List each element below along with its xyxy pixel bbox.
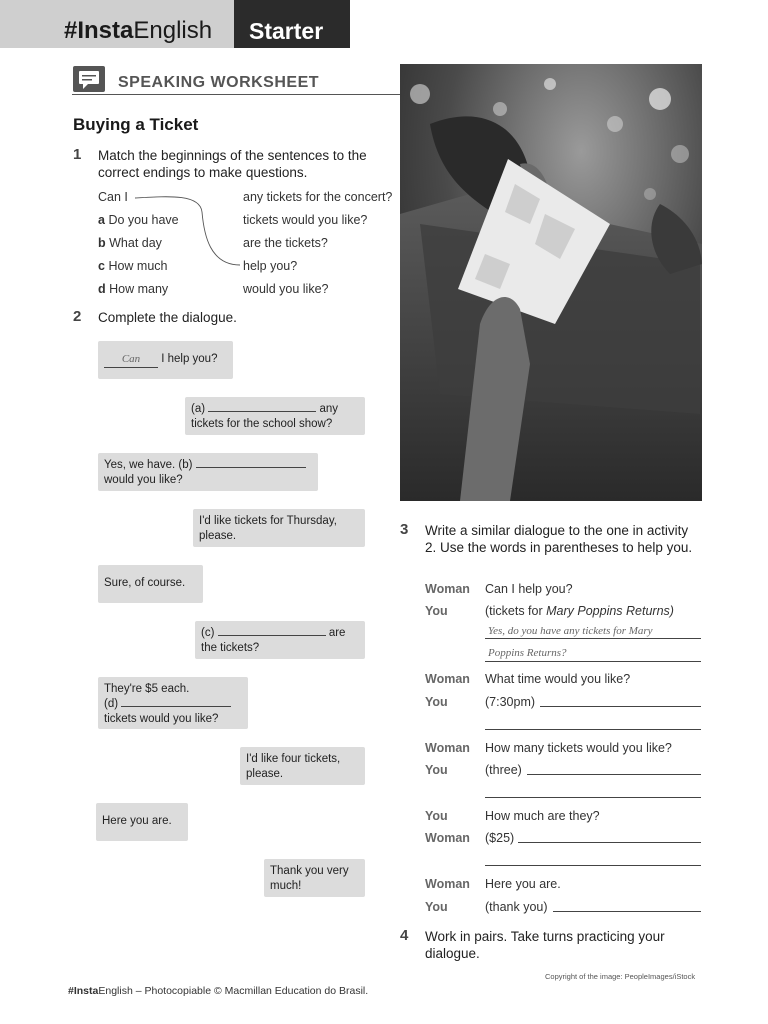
- dialogue-line: How many tickets would you like?: [485, 741, 672, 755]
- worksheet-label: SPEAKING WORKSHEET: [118, 74, 320, 91]
- beginning-item: d How many: [98, 282, 169, 296]
- dialogue-line: How much are they?: [485, 809, 600, 823]
- speaker-label: You: [425, 809, 448, 823]
- dialogue-bubble: I'd like four tickets, please.: [240, 747, 365, 785]
- answer-blank[interactable]: [208, 411, 316, 412]
- speaker-label: Woman: [425, 741, 470, 755]
- answer-blank[interactable]: [196, 467, 306, 468]
- activity-2-number: 2: [73, 308, 82, 325]
- speaker-label: You: [425, 763, 448, 777]
- answer-blank[interactable]: [218, 635, 326, 636]
- answer-blank[interactable]: Can: [104, 352, 158, 368]
- dialogue-bubble: Yes, we have. (b) would you like?: [98, 453, 318, 491]
- level-label: Starter: [249, 18, 324, 44]
- answer-line[interactable]: [518, 842, 701, 843]
- answer-line[interactable]: [485, 661, 701, 662]
- ticket-handover-photo: [400, 64, 702, 501]
- answer-line[interactable]: [485, 865, 701, 866]
- answer-line[interactable]: [540, 706, 701, 707]
- handwritten-answer: Poppins Returns?: [488, 647, 567, 659]
- speaker-label: Woman: [425, 672, 470, 686]
- answer-line[interactable]: [485, 638, 701, 639]
- dialogue-line: (7:30pm): [485, 695, 536, 709]
- activity-4-instruction: Work in pairs. Take turns practicing your dialogue.: [425, 929, 665, 961]
- answer-line[interactable]: [553, 911, 701, 912]
- speaker-label: Woman: [425, 877, 470, 891]
- photo-credit: Copyright of the image: PeopleImages/iStock: [545, 972, 696, 981]
- footer: #InstaEnglish – Photocopiable © Macmillan Education do Brasil.: [68, 985, 369, 997]
- answer-line[interactable]: [485, 729, 701, 730]
- ending-item: any tickets for the concert?: [243, 190, 393, 204]
- beginning-item: Can I: [98, 190, 128, 204]
- beginning-item: b What day: [98, 236, 162, 250]
- ending-item: would you like?: [243, 282, 329, 296]
- dialogue-bubble: Can I help you?: [98, 341, 233, 379]
- dialogue-bubble: Thank you very much!: [264, 859, 365, 897]
- speaker-label: You: [425, 900, 448, 914]
- answer-line[interactable]: [527, 774, 701, 775]
- beginning-item: c How much: [98, 259, 168, 273]
- ending-item: help you?: [243, 259, 298, 273]
- activity-1-number: 1: [73, 146, 82, 163]
- dialogue-bubble: (a) any tickets for the school show?: [185, 397, 365, 435]
- ending-item: are the tickets?: [243, 236, 328, 250]
- speaker-label: You: [425, 695, 448, 709]
- dialogue-bubble: Sure, of course.: [98, 565, 203, 603]
- answer-blank[interactable]: [121, 706, 231, 707]
- brand-logo: #InstaEnglish: [64, 17, 213, 44]
- dialogue-line: (thank you): [485, 900, 548, 914]
- activity-3-number: 3: [400, 521, 409, 538]
- ending-item: tickets would you like?: [243, 213, 368, 227]
- activity-4-number: 4: [400, 927, 409, 944]
- speaker-label: Woman: [425, 831, 470, 845]
- example-match-line: [130, 190, 245, 275]
- activity-2-instruction: Complete the dialogue.: [98, 310, 237, 325]
- dialogue-bubble: I'd like tickets for Thursday, please.: [193, 509, 365, 547]
- dialogue-line: (tickets for Mary Poppins Returns): [485, 604, 674, 618]
- activity-1-instruction: Match the beginnings of the sentences to the correct endings to make questions.: [98, 148, 367, 180]
- dialogue-bubble: (c) are the tickets?: [195, 621, 365, 659]
- dialogue-line: Here you are.: [485, 877, 561, 891]
- dialogue-line: Can I help you?: [485, 582, 573, 596]
- speaker-label: You: [425, 604, 448, 618]
- handwritten-answer: Yes, do you have any tickets for Mary: [488, 625, 653, 637]
- beginning-item: a Do you have: [98, 213, 179, 227]
- speech-bubble-icon: [73, 66, 105, 92]
- page-title: Buying a Ticket: [73, 115, 199, 134]
- dialogue-line: What time would you like?: [485, 672, 631, 686]
- activity-3-instruction: Write a similar dialogue to the one in activity 2. Use the words in parentheses to help you.: [425, 523, 693, 555]
- dialogue-bubble: Here you are.: [96, 803, 188, 841]
- dialogue-line: (three): [485, 763, 522, 777]
- answer-line[interactable]: [485, 797, 701, 798]
- speaker-label: Woman: [425, 582, 470, 596]
- dialogue-bubble: They're $5 each. (d) tickets would you like?: [98, 677, 248, 729]
- dialogue-line: ($25): [485, 831, 515, 845]
